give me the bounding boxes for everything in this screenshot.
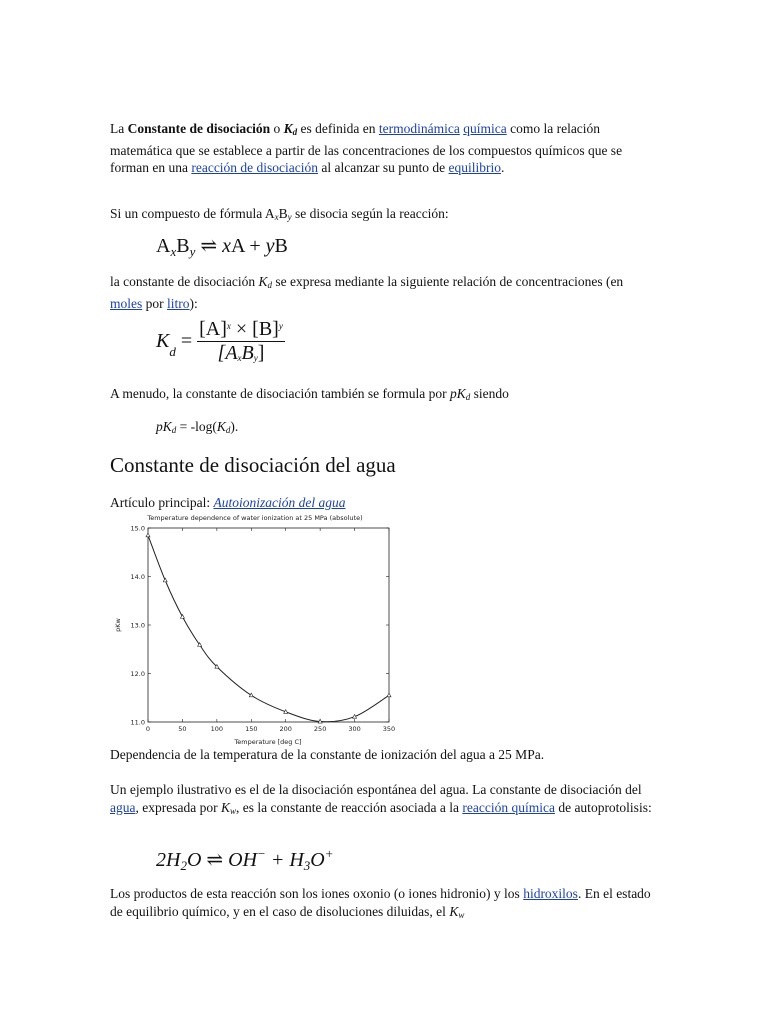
- data-point: [387, 693, 391, 697]
- x-tick-label: 300: [348, 725, 361, 733]
- chart-title: Temperature dependence of water ionization at 25 MPa (absolute): [147, 514, 363, 522]
- intro-text-3: es definida en: [297, 121, 379, 136]
- link-reaccion-disociacion[interactable]: reacción de disociación: [191, 160, 319, 175]
- autoprotolysis-equation: $2H_2O$ ⇌ $OH^- + H_3O^+$: [156, 846, 334, 873]
- term-bold: Constante de disociación: [127, 121, 271, 136]
- data-point: [146, 533, 150, 537]
- section-heading: Constante de disociación del agua: [110, 453, 396, 477]
- main-article-note: Artículo principal: Autoionización del agua: [110, 495, 346, 510]
- y-tick-label: 12.0: [130, 669, 145, 678]
- pkd-symbol: $pK_d$: [450, 386, 471, 402]
- kd-expression-paragraph: la constante de disociación $K_d$ se expresa mediante la siguiente relación de concentraciones (en moles por litro):: [110, 274, 624, 311]
- intro-text-4: como la relación matemática que se establece a partir de las concentraciones de los compuestos químicos que se forman en una: [110, 121, 623, 175]
- series-line: [148, 535, 389, 721]
- kd-equation: $K_d$ = $\frac{[A]^x \times [B]^y}{[A_xB_y]}$: [156, 318, 283, 364]
- intro-text-1: La: [110, 121, 128, 136]
- y-tick-label: 15.0: [130, 524, 145, 533]
- x-tick-label: 0: [145, 725, 151, 733]
- kd-fraction: $\frac{[A]^x \times [B]^y}{[A_xB_y]}$: [199, 318, 283, 364]
- formula-intro-paragraph: Si un compuesto de fórmula $A_xB_y$ se disocia según la reacción:: [110, 206, 449, 222]
- x-tick-label: 50: [178, 725, 187, 733]
- dissociation-equation: $A_xB_y$ ⇌ xA + yB: [156, 235, 288, 259]
- x-tick-label: 100: [210, 725, 224, 733]
- kd-symbol: $K_d$: [283, 121, 298, 137]
- pkw-temperature-chart: [110, 510, 410, 750]
- x-tick-label: 250: [313, 725, 327, 733]
- data-points: [146, 533, 391, 723]
- intro-paragraph: La Constante de disociación o $K_d$ es definida en termodinámica química como la relación matemática que se establece a partir de las concentraciones de los compuestos químicos que se forman en una reacción de disociación al alcanzar su punto de equilibrio.: [110, 121, 623, 175]
- x-tick-label: 350: [382, 725, 396, 733]
- link-termodinamica[interactable]: termodinámica: [378, 121, 460, 136]
- chart-caption: Dependencia de la temperatura de la constante de ionización del agua a 25 MPa.: [110, 747, 545, 762]
- link-moles[interactable]: moles: [110, 295, 143, 311]
- pkd-definition: $pK_d = -\log(K_d)$.: [156, 419, 239, 435]
- y-tick-label: 14.0: [130, 572, 145, 581]
- y-axis: [131, 524, 389, 726]
- y-tick-label: 11.0: [130, 718, 145, 727]
- x-tick-label: 200: [279, 725, 292, 733]
- x-axis: [146, 528, 395, 733]
- plot-frame: [148, 528, 389, 722]
- x-tick-label: 150: [245, 725, 258, 733]
- link-equilibrio[interactable]: equilibrio: [448, 160, 501, 175]
- link-autoionizacion-agua[interactable]: Autoionización del agua: [213, 495, 346, 510]
- link-hidroxilos[interactable]: hidroxilos: [523, 886, 578, 901]
- link-agua[interactable]: agua: [110, 799, 136, 815]
- x-axis-label: Temperature [deg C]: [234, 738, 302, 746]
- kd-symbol: $K_d$: [258, 274, 272, 290]
- pkd-paragraph: A menudo, la constante de disociación también se formula por $pK_d$ siendo: [110, 386, 509, 402]
- water-dissociation-paragraph: Un ejemplo ilustrativo es el de la disociación espontánea del agua. La constante de disociación del agua, expresada por $K_w$, es la constante de reacción asociada a la reacción química de autoprotolisis:: [110, 782, 652, 816]
- products-paragraph: Los productos de esta reacción son los iones oxonio (o iones hidronio) y los hidroxilos. En el estado de equilibrio químico, y en el caso de disoluciones diluidas, el $K_w$: [110, 886, 651, 920]
- kw-symbol: $K_w$: [449, 903, 465, 920]
- y-axis-label: pKw: [114, 618, 122, 632]
- intro-text-2: o: [270, 121, 284, 136]
- intro-text-5: al alcanzar su punto de: [318, 160, 449, 175]
- y-tick-label: 13.0: [130, 621, 145, 630]
- link-reaccion-quimica[interactable]: reacción química: [462, 799, 555, 815]
- link-quimica[interactable]: química: [463, 121, 507, 136]
- kw-symbol: $K_w$: [220, 799, 236, 816]
- link-litro[interactable]: litro: [167, 295, 190, 311]
- data-point: [163, 578, 167, 582]
